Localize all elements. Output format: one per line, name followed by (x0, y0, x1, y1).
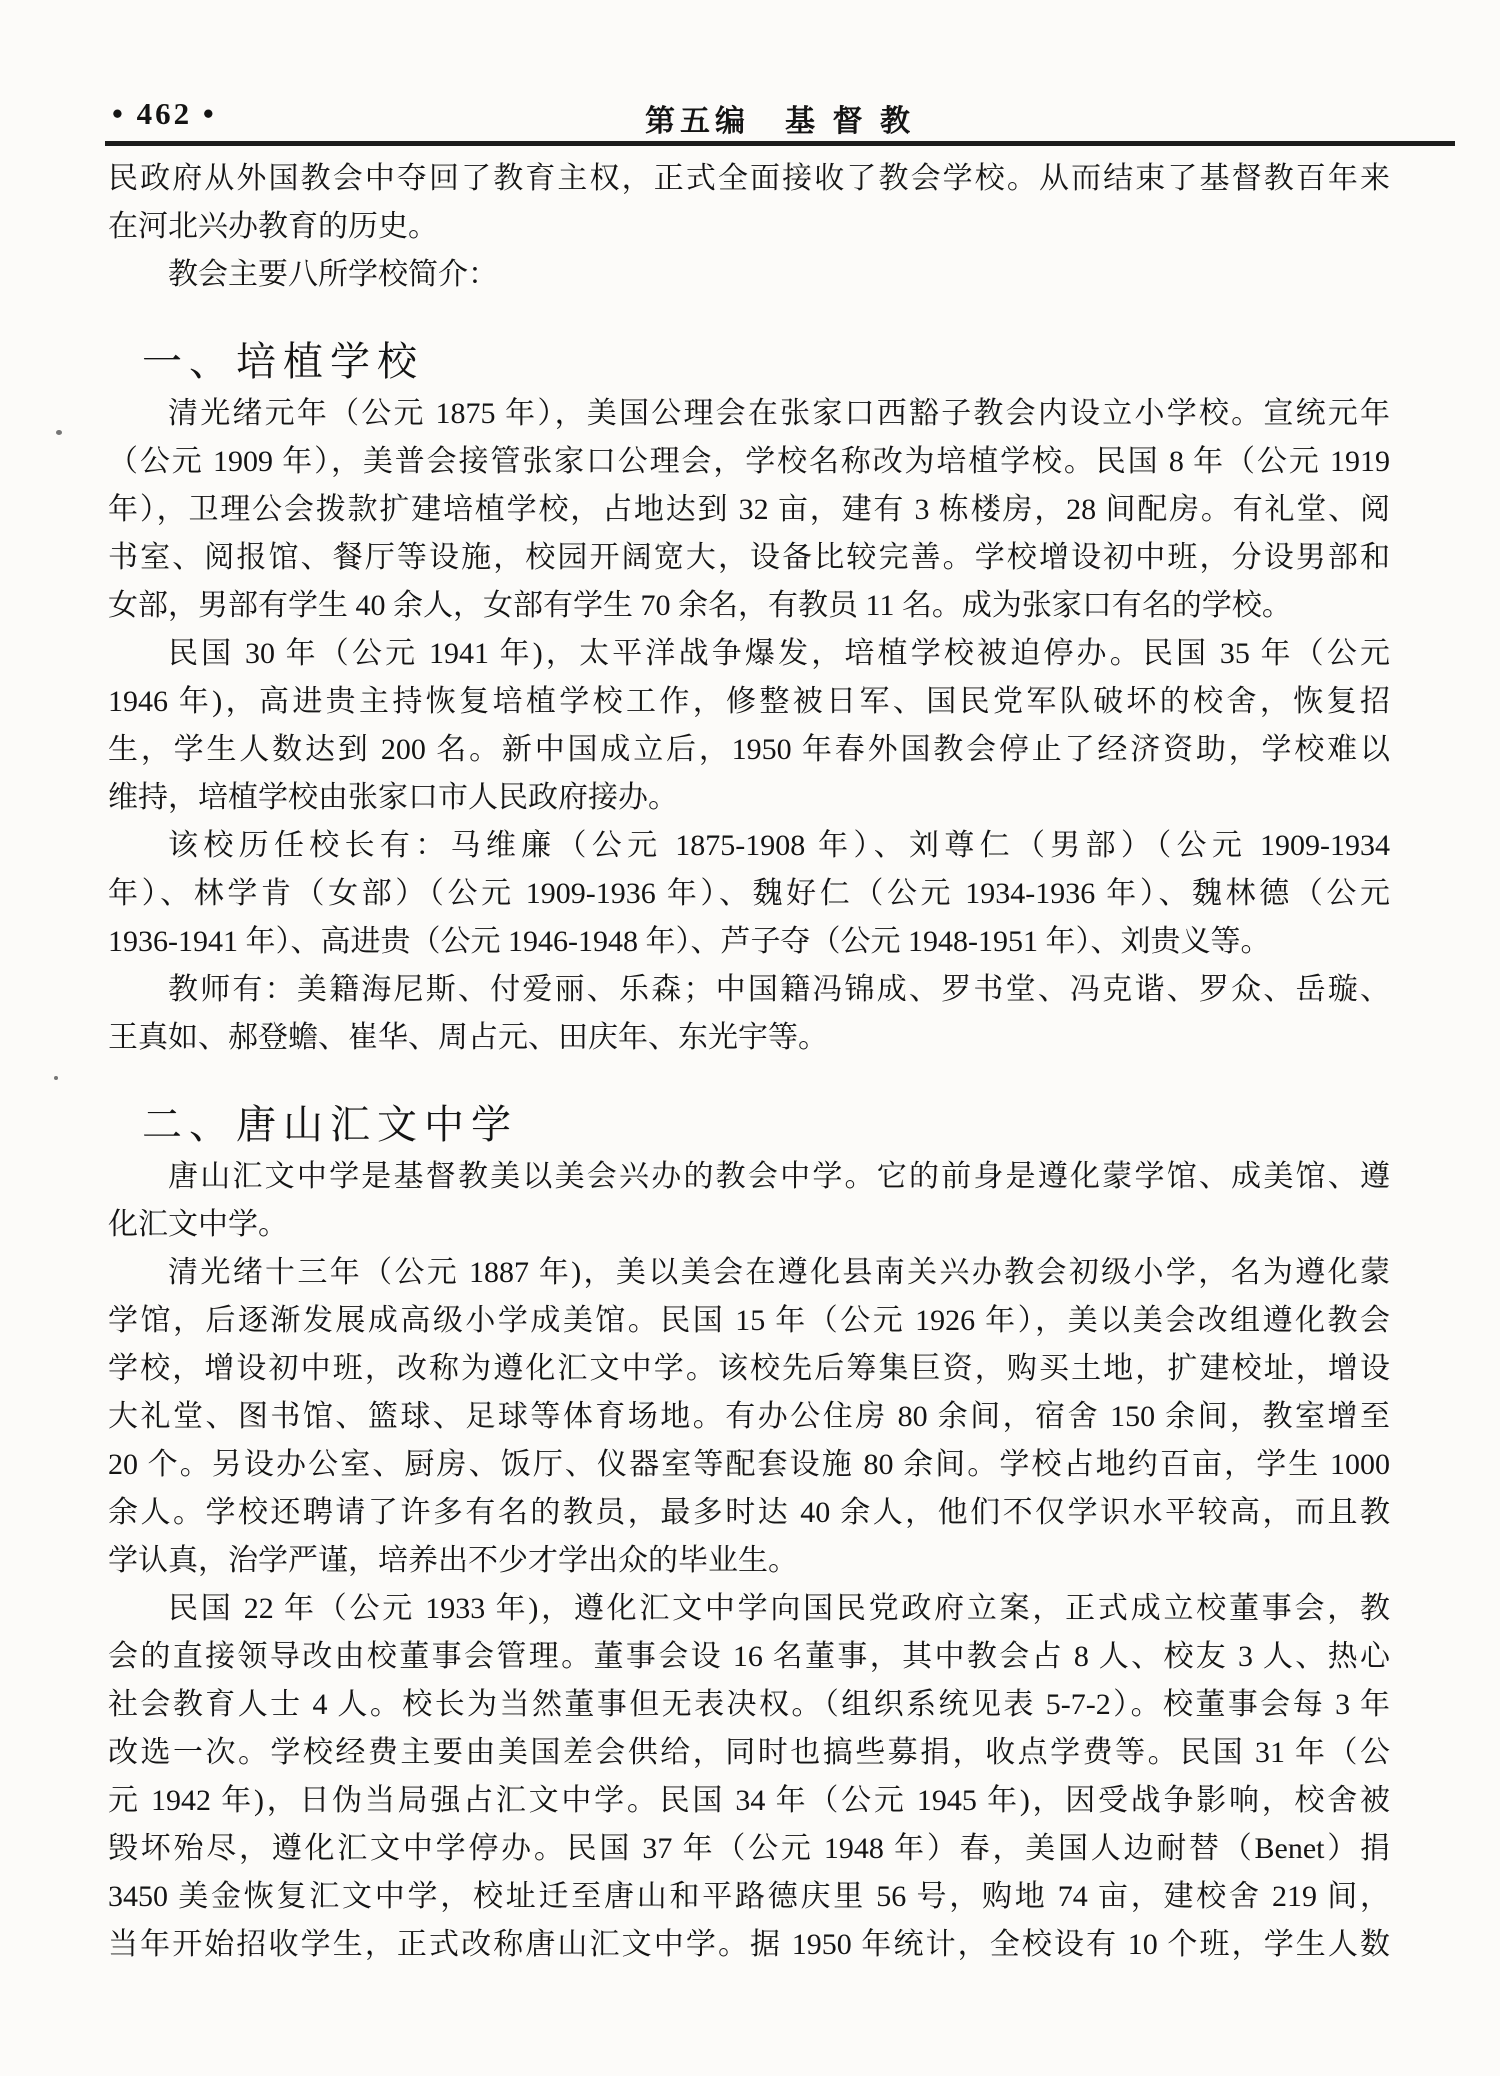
text-line: 在河北兴办教育的历史。 (108, 210, 438, 243)
text-line: （公元 1909 年），美普会接管张家口公理会，学校名称改为培植学校。民国 8 年（公元 1919 (108, 445, 1390, 478)
text-line: 20 个。另设办公室、厨房、饭厅、仪器室等配套设施 80 余间。学校占地约百亩，学生 1000 (108, 1448, 1390, 1481)
paragraph (108, 390, 1390, 630)
scan-speck (56, 430, 62, 435)
text-line: 唐山汇文中学是基督教美以美会兴办的教会中学。它的前身是遵化蒙学馆、成美馆、遵 (168, 1160, 1390, 1193)
text-line: 学校，增设初中班，改称为遵化汇文中学。该校先后筹集巨资，购买土地，扩建校址，增设 (108, 1352, 1390, 1385)
text-line: 民国 30 年（公元 1941 年)，太平洋战争爆发，培植学校被迫停办。民国 35 年（公元 (168, 637, 1390, 670)
text-line: 毁坏殆尽，遵化汇文中学停办。民国 37 年（公元 1948 年）春，美国人边耐替（Benet）捐 (108, 1832, 1390, 1865)
section-heading: 一、培植学校 (142, 339, 424, 384)
header-rule (105, 141, 1455, 146)
text-line: 年），卫理公会拨款扩建培植学校，占地达到 32 亩，建有 3 栋楼房，28 间配房。有礼堂、阅 (108, 493, 1390, 526)
paragraph (108, 1153, 1390, 1249)
text-line: 王真如、郝登蟾、崔华、周占元、田庆年、东光宇等。 (108, 1021, 828, 1054)
text-line: 大礼堂、图书馆、篮球、足球等体育场地。有办公住房 80 余间，宿舍 150 余间，教室增至 (108, 1400, 1390, 1433)
paragraph (108, 966, 1390, 1062)
text-line: 1936-1941 年）、高进贵（公元 1946-1948 年）、芦子夺（公元 1948-1951 年）、刘贵义等。 (108, 925, 1271, 958)
text-line: 社会教育人士 4 人。校长为当然董事但无表决权。（组织系统见表 5-7-2）。校董事会每 3 年 (108, 1688, 1390, 1721)
page-header (108, 94, 1452, 138)
text-line: 学馆，后逐渐发展成高级小学成美馆。民国 15 年（公元 1926 年），美以美会改组遵化教会 (108, 1304, 1390, 1337)
text-line: 民国 22 年（公元 1933 年)，遵化汇文中学向国民党政府立案，正式成立校董事会，教 (168, 1592, 1390, 1625)
text-line: 清光绪元年（公元 1875 年），美国公理会在张家口西豁子教会内设立小学校。宣统元年 (168, 397, 1390, 430)
text-line: 1946 年)，高进贵主持恢复培植学校工作，修整被日军、国民党军队破坏的校舍，恢复招 (108, 685, 1390, 718)
text-line: 民政府从外国教会中夺回了教育主权，正式全面接收了教会学校。从而结束了基督教百年来 (108, 162, 1390, 195)
text-line: 年）、林学肯（女部）（公元 1909-1936 年）、魏好仁（公元 1934-1936 年）、魏林德（公元 (108, 877, 1390, 910)
page-number: • 462 • (112, 96, 217, 131)
page-content (108, 155, 1390, 1969)
text-line: 书室、阅报馆、餐厅等设施，校园开阔宽大，设备比较完善。学校增设初中班，分设男部和 (108, 541, 1390, 574)
text-line: 当年开始招收学生，正式改称唐山汇文中学。据 1950 年统计，全校设有 10 个班，学生人数 (108, 1928, 1390, 1961)
paragraph (108, 1249, 1390, 1585)
text-line: 清光绪十三年（公元 1887 年)，美以美会在遵化县南关兴办教会初级小学，名为遵化蒙 (168, 1256, 1390, 1289)
text-line: 学认真，治学严谨，培养出不少才学出众的毕业生。 (108, 1544, 798, 1577)
text-line: 维持，培植学校由张家口市人民政府接办。 (108, 781, 678, 814)
text-line: 生，学生人数达到 200 名。新中国成立后，1950 年春外国教会停止了经济资助，学校难以 (108, 733, 1390, 766)
section-heading: 二、唐山汇文中学 (142, 1102, 518, 1147)
text-line: 3450 美金恢复汇文中学，校址迁至唐山和平路德庆里 56 号，购地 74 亩，建校舍 219 间， (108, 1880, 1390, 1913)
paragraph (108, 1585, 1390, 1969)
paragraph (108, 251, 1390, 299)
paragraph (108, 155, 1390, 251)
header-title: 第五编 基 督 教 (645, 105, 915, 138)
text-line: 余人。学校还聘请了许多有名的教员，最多时达 40 余人，他们不仅学识水平较高，而且教 (108, 1496, 1390, 1529)
text-line: 女部，男部有学生 40 余人，女部有学生 70 余名，有教员 11 名。成为张家口有名的学校。 (108, 589, 1292, 622)
scan-speck (54, 1076, 58, 1080)
text-line: 该校历任校长有：马维廉（公元 1875-1908 年）、刘尊仁（男部）（公元 1909-1934 (168, 829, 1390, 862)
text-line: 改选一次。学校经费主要由美国差会供给，同时也搞些募捐，收点学费等。民国 31 年（公 (108, 1736, 1390, 1769)
text-line: 化汇文中学。 (108, 1208, 288, 1241)
text-line: 教会主要八所学校简介： (168, 258, 498, 291)
text-line: 元 1942 年)，日伪当局强占汇文中学。民国 34 年（公元 1945 年)，因受战争影响，校舍被 (108, 1784, 1390, 1817)
paragraph (108, 822, 1390, 966)
text-line: 会的直接领导改由校董事会管理。董事会设 16 名董事，其中教会占 8 人、校友 3 人、热心 (108, 1640, 1390, 1673)
paragraph (108, 630, 1390, 822)
text-line: 教师有：美籍海尼斯、付爱丽、乐森；中国籍冯锦成、罗书堂、冯克谐、罗众、岳璇、 (168, 973, 1390, 1006)
